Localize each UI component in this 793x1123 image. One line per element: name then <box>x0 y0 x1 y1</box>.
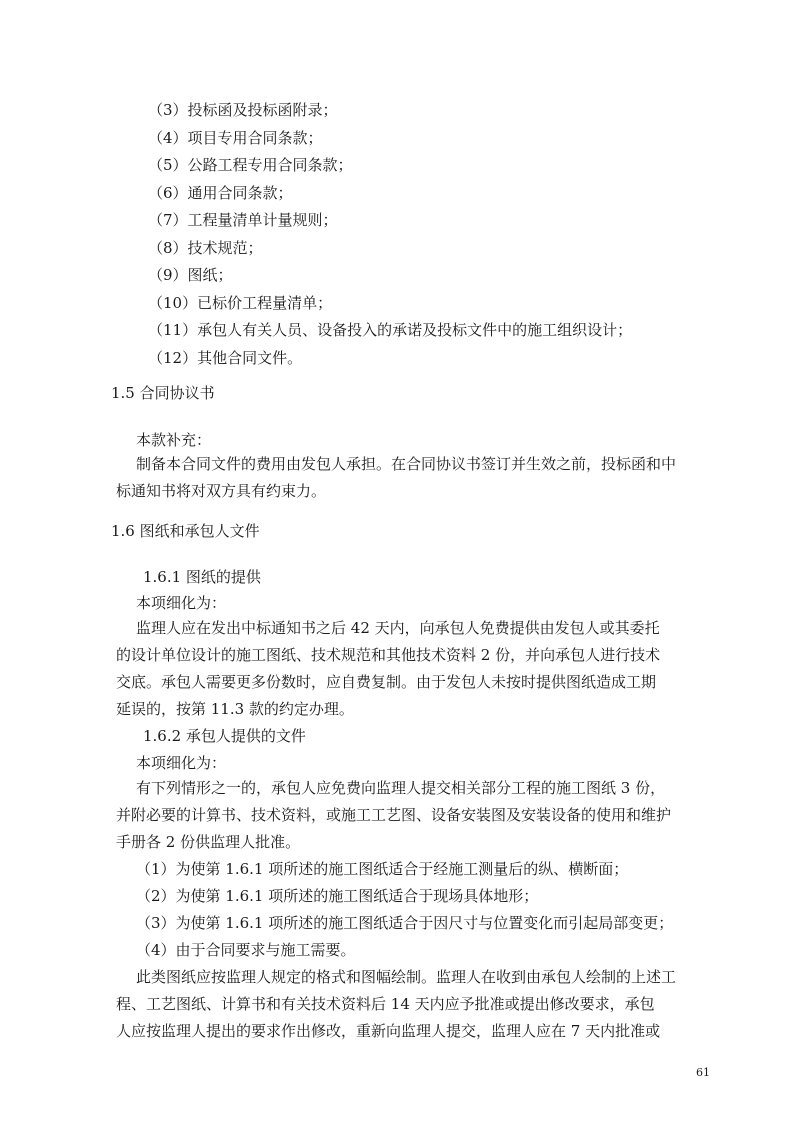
list-item: （1）为使第 1.6.1 项所述的施工图纸适合于经施工测量后的纵、横断面； <box>136 860 629 878</box>
paragraph-line: 此类图纸应按监理人规定的格式和图幅绘制。监理人在收到由承包人绘制的上述工 <box>136 968 677 986</box>
paragraph-line: 有下列情形之一的，承包人应免费向监理人提交相关部分工程的施工图纸 3 份， <box>136 779 666 797</box>
subsection-heading-1-6-1: 1.6.1 图纸的提供 <box>143 568 261 586</box>
paragraph-line: 延误的，按第 11.3 款的约定办理。 <box>116 700 354 718</box>
list-item: （4）项目专用合同条款； <box>148 128 323 147</box>
list-item: （3）为使第 1.6.1 项所述的施工图纸适合于因尺寸与位置变化而引起局部变更； <box>136 914 674 932</box>
list-item: （12）其他合同文件。 <box>148 348 303 367</box>
subsection-1-6-1-intro: 本项细化为： <box>136 594 227 612</box>
section-heading-1-6: 1.6 图纸和承包人文件 <box>111 522 260 540</box>
subsection-1-6-1-body <box>116 615 696 723</box>
list-item: （2）为使第 1.6.1 项所述的施工图纸适合于现场具体地形； <box>136 887 539 905</box>
list-item: （7）工程量清单计量规则； <box>148 211 338 229</box>
list-item: （4）由于合同要求与施工需要。 <box>136 941 356 959</box>
subsection-1-6-2-intro: 本项细化为： <box>136 754 227 772</box>
paragraph-line: 制备本合同文件的费用由发包人承担。在合同协议书签订并生效之前，投标函和中 <box>136 455 677 473</box>
list-item: （9）图纸； <box>148 266 233 284</box>
list-item: （5）公路工程专用合同条款； <box>148 156 353 174</box>
paragraph-line: 手册各 2 份供监理人批准。 <box>116 833 301 851</box>
list-item: （8）技术规范； <box>148 238 263 257</box>
section-1-5-intro: 本款补充： <box>136 431 212 449</box>
list-item: （10）已标价工程量清单； <box>148 293 333 312</box>
subsection-heading-1-6-2: 1.6.2 承包人提供的文件 <box>143 727 306 745</box>
section-heading-1-5: 1.5 合同协议书 <box>111 384 215 402</box>
paragraph-line: 标通知书将对双方具有约束力。 <box>116 482 327 500</box>
list-item: （3）投标函及投标函附录； <box>148 101 338 119</box>
paragraph-line: 并附必要的计算书、技术资料，或施工工艺图、设备安装图及安装设备的使用和维护 <box>116 806 672 824</box>
list-item: （11）承包人有关人员、设备投入的承诺及投标文件中的施工组织设计； <box>148 321 633 339</box>
page-number: 61 <box>696 1066 710 1079</box>
subsection-1-6-2-body <box>116 775 696 1045</box>
section-1-5-body <box>116 451 696 505</box>
paragraph-line: 人应按监理人提出的要求作出修改，重新向监理人提交，监理人应在 7 天内批准或 <box>116 1022 661 1040</box>
paragraph-line: 程、工艺图纸、计算书和有关技术资料后 14 天内应予批准或提出修改要求，承包 <box>116 995 655 1013</box>
contract-document-list <box>148 97 632 372</box>
paragraph-line: 监理人应在发出中标通知书之后 42 天内，向承包人免费提供由发包人或其委托 <box>136 619 660 637</box>
paragraph-line: 交底。承包人需要更多份数时，应自费复制。由于发包人未按时提供图纸造成工期 <box>116 673 657 691</box>
paragraph-line: 的设计单位设计的施工图纸、技术规范和其他技术资料 2 份，并向承包人进行技术 <box>116 646 661 664</box>
list-item: （6）通用合同条款； <box>148 183 293 202</box>
